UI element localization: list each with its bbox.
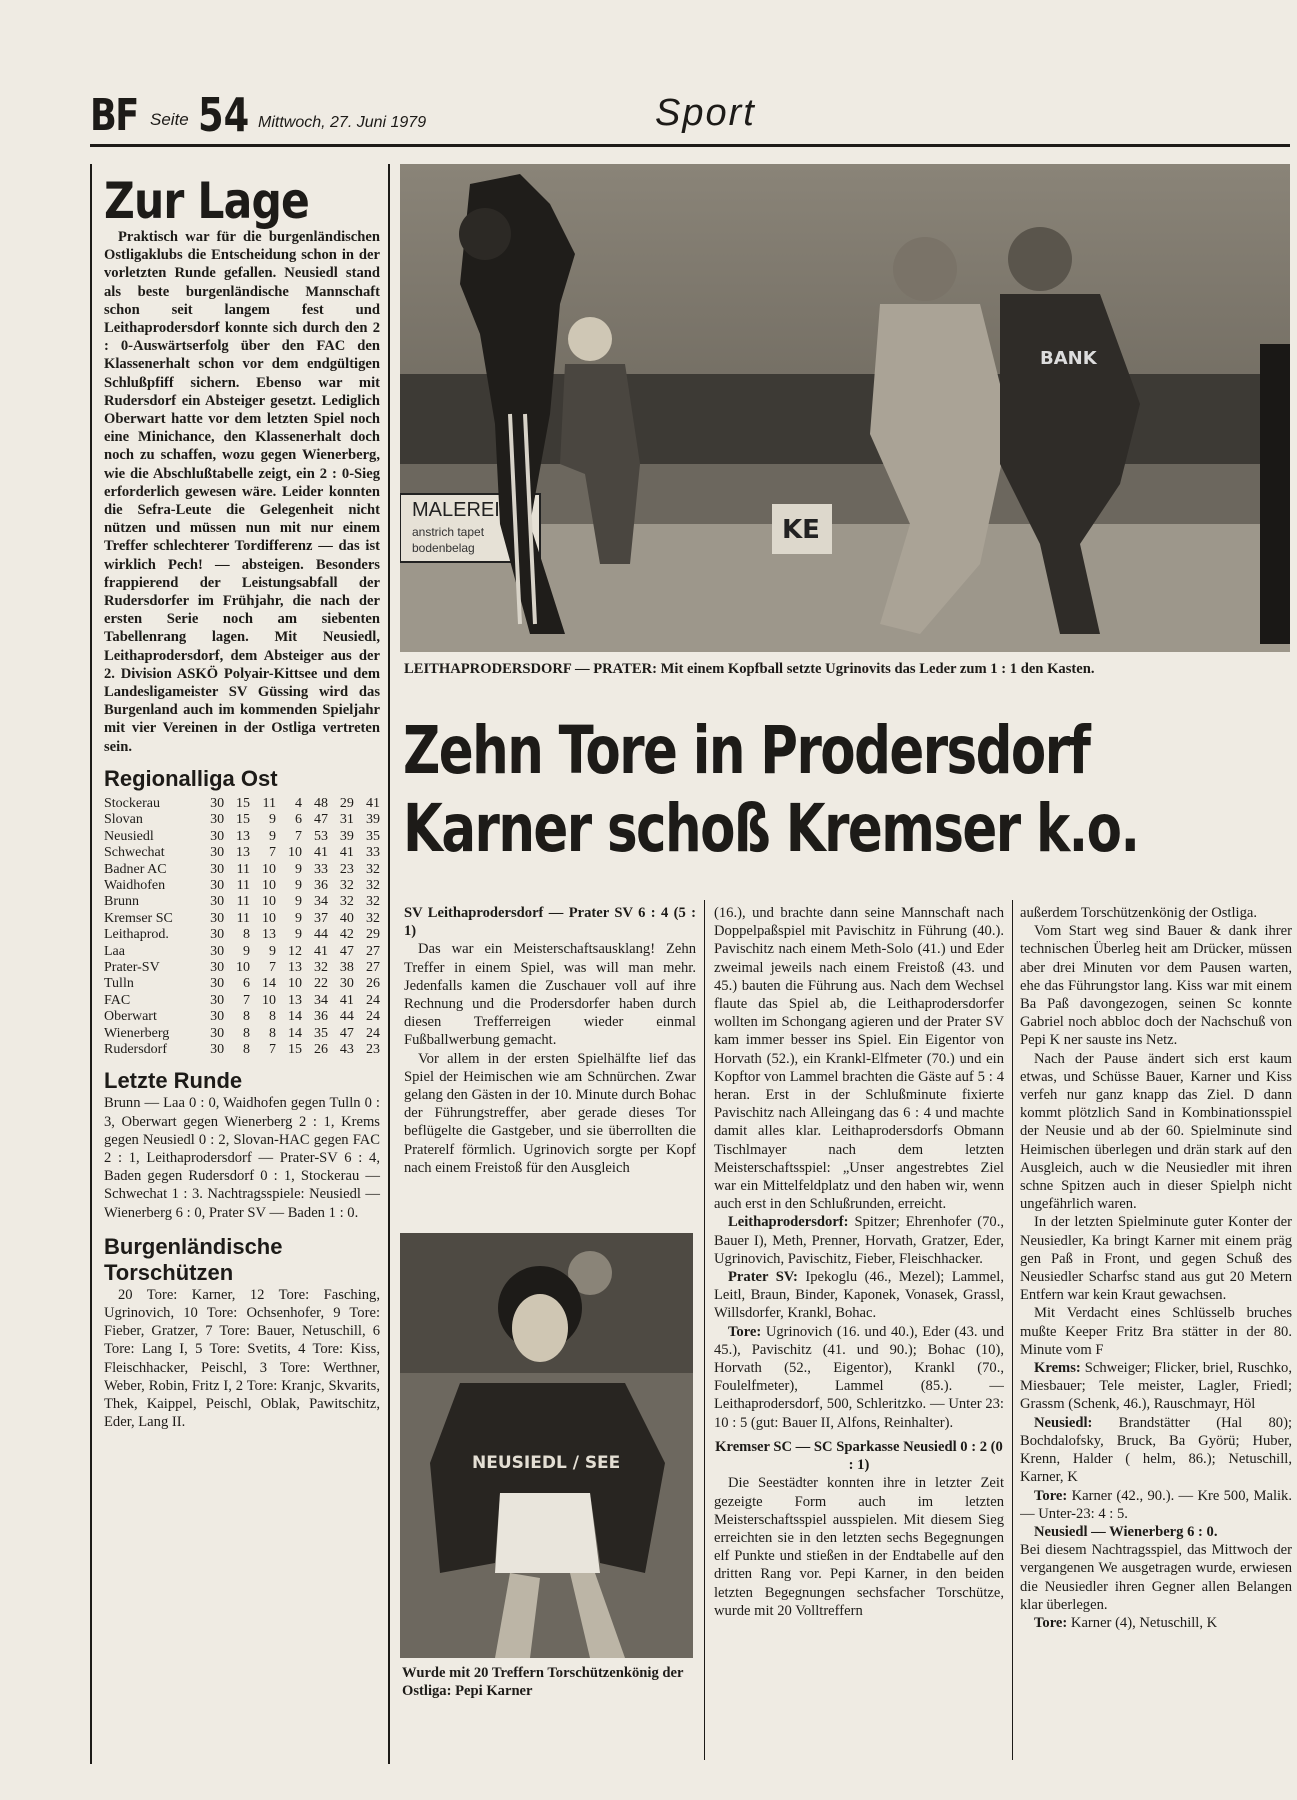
- table-cell: 29: [339, 795, 354, 811]
- table-cell: 42: [339, 927, 354, 943]
- table-cell: 11: [236, 877, 251, 893]
- table-row: [104, 993, 380, 1009]
- sign-subtext-1: anstrich tapet: [412, 525, 485, 539]
- table-row: [104, 894, 380, 910]
- table-cell: 40: [339, 910, 354, 926]
- team-name: Rudersdorf: [104, 1041, 167, 1057]
- table-cell: 29: [366, 927, 380, 943]
- table-cell: 27: [366, 959, 380, 975]
- table-cell: 24: [366, 1025, 380, 1041]
- table-cell: 15: [236, 795, 251, 811]
- table-cell: 30: [210, 1009, 225, 1025]
- table-row: [104, 1042, 380, 1058]
- section-title: Sport: [655, 92, 756, 134]
- article-paragraph: Die Seestädter konnten ihre in letzter Zeit gezeigte Form auch im letzten Meisterschaftsspiel ausspielen. Mit diesem Sieg erreichten sie in den letzten sechs Begegnungen elf Punkte und stießen in der Endtabelle auf den dritten Rang vor. Pepi Karner, in den beiden letzten Begegnungen sechsfacher Torschütze, wurde mit 20 Volltreffern: [714, 1475, 1004, 1619]
- table-cell: 39: [366, 812, 380, 828]
- last-round-title: Letzte Runde: [104, 1068, 243, 1094]
- table-cell: 43: [339, 1041, 354, 1057]
- table-cell: 30: [210, 894, 225, 910]
- table-cell: 8: [269, 1025, 277, 1041]
- team-name: Prater-SV: [104, 959, 160, 975]
- table-cell: 8: [243, 1025, 251, 1041]
- sign-subtext-2: bodenbelag: [412, 541, 475, 555]
- table-cell: 30: [210, 877, 225, 893]
- table-cell: 26: [366, 976, 380, 992]
- table-cell: 30: [210, 992, 225, 1008]
- table-cell: 11: [236, 894, 251, 910]
- table-cell: 44: [313, 927, 328, 943]
- team-name: FAC: [104, 992, 131, 1008]
- table-row: [104, 960, 380, 976]
- table-cell: 30: [210, 828, 225, 844]
- table-cell: 32: [366, 894, 380, 910]
- table-cell: 10: [287, 845, 302, 861]
- sidebar-text: Praktisch war für die burgenländischen Ostligaklubs die Entscheidung schon in der vorletzten Runde gefallen. Neusiedl stand als beste burgenländische Mannschaft schon seit langem fest und Leithaprodersdorf konnte sich durch den 2 : 0-Auswärtserfolg über den FAC den Klassenerhalt schon vor dem endgültigen Schlußpfiff sichern. Ebenso war mit Rudersdorf ein Absteiger gesetzt. Lediglich Oberwart hatte vor dem letzten Spiel noch eine Minichance, den Klassenerhalt doch noch zu schaffen, wozu gegen Wienerberg, wie die Abschlußtabelle zeigt, ein 2 : 0-Sieg erforderlich gewesen wäre. Leider konnten die Sefra-Leute die Gelegenheit nicht nützen und müssen nun mit nur einem Treffer schlechterer Tordifferenz — das ist wirklich Pech! — absteigen. Besonders frappierend der Leistungsabfall der Rudersdorfer im Frühjahr, die nach der ersten Serie noch am siebenten Tabellenrang lagen. Mit Neusiedl, Leithaprodersdorf, dem Absteiger aus der 2. Division ASKÖ Polyair-Kittsee und dem Landesligameister SV Güssing wird das Burgenland auch im kommenden Spieljahr mit vier Vereinen in der Ostliga vertreten sein.: [104, 229, 380, 755]
- table-cell: 10: [262, 910, 277, 926]
- table-cell: 30: [210, 910, 225, 926]
- table-cell: 38: [339, 959, 354, 975]
- table-cell: 10: [262, 861, 277, 877]
- table-cell: 9: [294, 877, 302, 893]
- lineup-label: Krems:: [1034, 1360, 1081, 1377]
- table-cell: 9: [269, 943, 277, 959]
- page-number: 54: [198, 88, 250, 142]
- team-name: Kremser SC: [104, 910, 173, 926]
- table-cell: 7: [243, 992, 251, 1008]
- table-cell: 10: [262, 894, 277, 910]
- lineup-leithaprodersdorf: Leithaprodersdorf: Spitzer; Ehrenhofer (70., Bauer I), Meth, Prenner, Horvath, Gratzer, Eder, Ugrinovich, Pavischitz, Fieber, Fleischhacker.: [714, 1214, 1004, 1267]
- table-row: [104, 944, 380, 960]
- table-cell: 9: [269, 828, 277, 844]
- table-cell: 15: [287, 1041, 302, 1057]
- table-cell: 6: [294, 812, 302, 828]
- table-row: [104, 862, 380, 878]
- table-cell: 23: [366, 1041, 380, 1057]
- sidebar-title: Zur Lage: [104, 172, 310, 230]
- article-column-3: [1020, 904, 1292, 1774]
- table-cell: 7: [269, 845, 277, 861]
- article-paragraph: Vom Start weg sind Bauer & dank ihrer technischen Überleg heit am Drücker, müssen aber drei Minuten vor dem Pausen warten, ehe das Führungstor lang. Kiss war mit einem Ba Paß davongezogen, seinen Sc konnte Gabriel noch abbloc doch der Nachschuß von Pepi K ner sauste ins Netz.: [1020, 923, 1292, 1049]
- sign-text: MALEREI: [412, 499, 500, 521]
- lineup-label: Leithaprodersdorf:: [728, 1214, 849, 1231]
- photo-caption-text: Mit einem Kopfball setzte Ugrinovits das Leder zum 1 : 1 den Kasten.: [660, 661, 1095, 677]
- table-cell: 30: [210, 812, 225, 828]
- table-row: [104, 812, 380, 828]
- lineup-label: Tore:: [1034, 1614, 1068, 1631]
- table-cell: 13: [236, 845, 251, 861]
- player-photo-image: [400, 1233, 693, 1658]
- player-photo: [400, 1233, 693, 1658]
- board-text: KE: [782, 515, 820, 545]
- table-cell: 9: [269, 812, 277, 828]
- table-cell: 30: [210, 976, 225, 992]
- table-cell: 27: [366, 943, 380, 959]
- table-cell: 32: [313, 959, 328, 975]
- table-cell: 32: [366, 910, 380, 926]
- scorers-title-2: Torschützen: [104, 1259, 234, 1285]
- table-cell: 32: [366, 877, 380, 893]
- article-paragraph: Bei diesem Nachtragsspiel, das Mittwoch der vergangenen We ausgetragen wurde, erwiesen die Neusiedler ihren Gegner allen Belangen klar überlegen.: [1020, 1542, 1292, 1613]
- table-cell: 37: [313, 910, 328, 926]
- lineup-label: Prater SV:: [728, 1269, 798, 1286]
- table-cell: 30: [210, 845, 225, 861]
- headline: [403, 712, 1139, 868]
- table-cell: 11: [262, 795, 277, 811]
- lineup-label: Tore:: [728, 1323, 762, 1340]
- table-cell: 8: [243, 927, 251, 943]
- article-paragraph: Das war ein Meisterschaftsausklang! Zehn Treffer in einem Spiel, was will man mehr. Jedenfalls kamen die Zuschauer voll auf ihre Rechnung und die Prodersdorfer haben durch diesen Trefferreigen wieder einmal Fußballwerbung gemacht.: [404, 941, 696, 1049]
- table-cell: 35: [366, 828, 380, 844]
- team-name: Oberwart: [104, 1009, 157, 1025]
- table-cell: 4: [294, 795, 302, 811]
- table-cell: 47: [313, 812, 328, 828]
- lineup-neusiedl: Neusiedl: Brandstätter (Hal 80); Bochdalofsky, Bruck, Ba Györü; Huber, Krenn, Halder ( helm, 86.); Netuschill, Karner, K: [1020, 1414, 1292, 1486]
- table-cell: 36: [313, 877, 328, 893]
- table-cell: 13: [262, 927, 277, 943]
- table-cell: 53: [313, 828, 328, 844]
- table-cell: 10: [262, 992, 277, 1008]
- article-column-1: [404, 904, 696, 1229]
- table-row: [104, 1009, 380, 1025]
- table-cell: 7: [269, 959, 277, 975]
- table-cell: 30: [210, 795, 225, 811]
- match-photo-image: [400, 164, 1290, 652]
- table-cell: 22: [313, 976, 328, 992]
- scorers-title-1: Burgenländische: [104, 1233, 283, 1259]
- table-row: [104, 829, 380, 845]
- shirt-text: BANK: [1040, 348, 1097, 369]
- table-cell: 11: [236, 861, 251, 877]
- table-cell: 34: [313, 992, 328, 1008]
- masthead-rule: [90, 144, 1290, 147]
- table-row: [104, 878, 380, 894]
- table-cell: 34: [313, 894, 328, 910]
- table-row: [104, 845, 380, 861]
- article-column-2: [714, 904, 1004, 1774]
- table-cell: 48: [313, 795, 328, 811]
- team-name: Brunn: [104, 894, 139, 910]
- table-row: [104, 976, 380, 992]
- sidebar-box: [90, 164, 390, 1764]
- table-cell: 36: [313, 1009, 328, 1025]
- team-name: Stockerau: [104, 795, 160, 811]
- table-cell: 13: [287, 959, 302, 975]
- table-cell: 41: [313, 845, 328, 861]
- match-photo: [400, 164, 1290, 652]
- goals-list: Tore: Ugrinovich (16. und 40.), Eder (43. und 45.), Pavischitz (41. und 90.); Bohac (10), Horvath (52., Eigentor), Krankl (70., Foulelfmeter), Lammel (85.). — Leithaprodersdorf, 500, Schleritzko. — Unter 23: 10 : 5 (gut: Bauer II, Alfons, Reinhalter).: [714, 1323, 1004, 1431]
- table-cell: 15: [236, 812, 251, 828]
- table-cell: 33: [313, 861, 328, 877]
- article-paragraph: (16.), und brachte dann seine Mannschaft nach Doppelpaßspiel mit Pavischitz in Führung (40.). Pavischitz nach einem Meth-Solo (41.) und Eder zweimal jeweils nach einem Freistoß (43. und 45.) bauten die Führung aus. Nach dem Wechsel flaute das Spiel ab, die Leithaprodersdorfer wollten im Schongang agieren und der Prater SV kam immer besser ins Spiel. Ein Eigentor von Horvath (52.), ein Krankl-Elfmeter (70.) und ein Kopftor von Lammel brachten die Gäste auf 5 : 4 heran. Erst in der Schlußminute fixierte Pavischitz nach Alleingang das 6 : 4 und machte damit alles klar. Leithaprodersdorfs Obmann Tischlmayer nach dem letzten Meisterschaftsspiel: „Unser angestrebtes Ziel war ein Mittelfeldplatz und den haben wir, wenn auch erst in den Schlußrunden, erreicht.: [714, 905, 1004, 1213]
- table-cell: 30: [210, 943, 225, 959]
- table-cell: 47: [339, 943, 354, 959]
- team-name: Schwechat: [104, 845, 165, 861]
- table-cell: 11: [236, 910, 251, 926]
- page-label: Seite: [150, 110, 189, 129]
- table-cell: 10: [287, 976, 302, 992]
- team-name: Badner AC: [104, 861, 167, 877]
- table-cell: 8: [269, 1009, 277, 1025]
- lineup-krems: Krems: Schweiger; Flicker, briel, Ruschko, Miesbauer; Tele meister, Lagler, Friedl; Grassm (Schenk, 46.), Rauschmayr, Höl: [1020, 1360, 1292, 1413]
- table-cell: 14: [287, 1025, 302, 1041]
- table-cell: 44: [339, 1009, 354, 1025]
- article-paragraph: Mit Verdacht eines Schlüsselb bruches mußte Keeper Fritz Bra stätter in der 80. Minute vom F: [1020, 1305, 1292, 1358]
- table-cell: 30: [210, 1025, 225, 1041]
- table-cell: 24: [366, 992, 380, 1008]
- table-cell: 47: [339, 1025, 354, 1041]
- lineup-label: Neusiedl:: [1034, 1414, 1093, 1431]
- table-cell: 32: [339, 894, 354, 910]
- table-cell: 30: [210, 861, 225, 877]
- column-rule: [704, 900, 705, 1760]
- team-name: Slovan: [104, 812, 143, 828]
- table-cell: 9: [243, 943, 251, 959]
- table-cell: 8: [243, 1041, 251, 1057]
- article-paragraph: Nach der Pause ändert sich erst kaum etwas, und Schüsse Bauer, Karner und Kiss verfeh nur ganz knapp das Ziel. D dann kommt plötzlich Sand in Kombinationsspiel der Neusie und ab der 60. Spielminute sind Heimischen überlegen und drän stark auf den Ausgleich, auch w die Neusiedler mit ihren schne Spitzen auch in dieser Spielph nicht ungefährlich waren.: [1020, 1050, 1292, 1213]
- table-cell: 30: [210, 959, 225, 975]
- table-cell: 32: [339, 877, 354, 893]
- team-name: Neusiedl: [104, 828, 154, 844]
- table-cell: 9: [294, 910, 302, 926]
- table-cell: 39: [339, 828, 354, 844]
- table-cell: 9: [294, 861, 302, 877]
- match-header-1: SV Leithaprodersdorf — Prater SV 6 : 4 (5 : 1): [404, 905, 696, 940]
- table-cell: 7: [294, 828, 302, 844]
- lineup-label: Tore:: [1034, 1487, 1068, 1504]
- issue-date: Mittwoch, 27. Juni 1979: [258, 114, 427, 131]
- table-cell: 41: [366, 795, 380, 811]
- team-name: Wienerberg: [104, 1025, 170, 1041]
- table-cell: 32: [366, 861, 380, 877]
- headline-line-2: Karner schoß Kremser k.o.: [403, 790, 1139, 867]
- table-cell: 33: [366, 845, 380, 861]
- table-cell: 9: [294, 894, 302, 910]
- headline-line-1: Zehn Tore in Prodersdorf: [403, 712, 1090, 789]
- photo-caption-lead: LEITHAPRODERSDORF — PRATER:: [404, 661, 657, 677]
- table-cell: 35: [313, 1025, 328, 1041]
- table-cell: 30: [339, 976, 354, 992]
- table-cell: 30: [210, 1041, 225, 1057]
- shirt-text: NEUSIEDL / SEE: [472, 1453, 621, 1473]
- table-cell: 41: [339, 845, 354, 861]
- table-cell: 14: [262, 976, 277, 992]
- goals-list: Tore: Karner (4), Netuschill, K: [1034, 1614, 1218, 1631]
- last-round-text: Brunn — Laa 0 : 0, Waidhofen gegen Tulln 0 : 3, Oberwart gegen Wienerberg 2 : 1, Krems gegen Neusiedl 0 : 2, Slovan-HAC gegen FAC 2 : 1, Leithaprodersdorf — Prater-SV 6 : 4, Baden gegen Rudersdorf 0 : 1, Stockerau — Schwechat 1 : 3. Nachtragsspiele: Neusiedl — Wienerberg 6 : 0, Prater SV — Baden 1 : 0.: [104, 1095, 380, 1221]
- team-name: Leithaprod.: [104, 927, 169, 943]
- photo-caption-top: [404, 660, 1284, 678]
- table-title: Regionalliga Ost: [104, 765, 278, 791]
- table-cell: 31: [339, 812, 354, 828]
- team-name: Waidhofen: [104, 877, 166, 893]
- table-cell: 13: [287, 992, 302, 1008]
- team-name: Tulln: [104, 976, 134, 992]
- table-cell: 8: [243, 1009, 251, 1025]
- table-cell: 10: [236, 959, 251, 975]
- table-cell: 30: [210, 927, 225, 943]
- table-cell: 13: [236, 828, 251, 844]
- table-cell: 23: [339, 861, 354, 877]
- table-cell: 7: [269, 1041, 277, 1057]
- team-name: Laa: [104, 943, 125, 959]
- table-cell: 9: [294, 927, 302, 943]
- table-cell: 24: [366, 1009, 380, 1025]
- match-header-3: Neusiedl — Wienerberg 6 : 0.: [1034, 1523, 1218, 1540]
- lineup-prater: Prater SV: Ipekoglu (46., Mezel); Lammel, Leitl, Braun, Binder, Kaponek, Vonasek, Grassl, Willsdorfer, Krankl, Bohac.: [714, 1269, 1004, 1322]
- photo-caption-bottom: Wurde mit 20 Treffern Torschützenkönig der Ostliga: Pepi Karner: [402, 1665, 684, 1699]
- table-row: [104, 911, 380, 927]
- standings-table: [104, 796, 380, 1059]
- table-cell: 41: [339, 992, 354, 1008]
- table-cell: 26: [313, 1041, 328, 1057]
- masthead: [90, 88, 1280, 144]
- column-rule: [1012, 900, 1013, 1760]
- table-row: [104, 796, 380, 812]
- match-header-2: Kremser SC — SC Sparkasse Neusiedl 0 : 2 (0 : 1): [715, 1438, 1003, 1474]
- table-cell: 14: [287, 1009, 302, 1025]
- newspaper-logo: BF: [90, 90, 138, 141]
- article-paragraph: In der letzten Spielminute guter Konter der Neusiedler, Ka bringt Karner mit einem präg gen Paß in Front, und gegen Schuß des Neusiedler Scharfsc stand aus gut 20 Metern Entfern war kein Kraut gewachsen.: [1020, 1214, 1292, 1304]
- table-cell: 10: [262, 877, 277, 893]
- article-paragraph: außerdem Torschützenkönig der Ostliga.: [1020, 905, 1258, 921]
- table-cell: 6: [243, 976, 251, 992]
- article-paragraph: Vor allem in der ersten Spielhälfte lief das Spiel der Heimischen wie am Schnürchen. Zwar gelang den Gästen in der 10. Minute durch Bohac der Führungstreffer, aber gerade dieses Tor beflügelte die Gastgeber, und sie überrollten die Praterelf förmlich. Ugrinovich sorgte per Kopf nach einem Freistoß für den Ausgleich: [404, 1050, 696, 1176]
- table-cell: 12: [287, 943, 302, 959]
- table-row: [104, 927, 380, 943]
- table-cell: 41: [313, 943, 328, 959]
- goals-list: Tore: Karner (42., 90.). — Kre 500, Malik. — Unter-23: 4 : 5.: [1020, 1487, 1292, 1522]
- table-row: [104, 1026, 380, 1042]
- scorers-text: 20 Tore: Karner, 12 Tore: Fasching, Ugrinovich, 10 Tore: Ochsenhofer, 9 Tore: Fieber, Gratzer, 7 Tore: Bauer, Netuschill, 6 Tore: Lang I, 5 Tore: Svetits, 4 Tore: Kiss, Fleischhacker, Peischl, 3 Tore: Werthner, Weber, Robin, Fritz I, 2 Tore: Kranjc, Skvarits, Thek, Kaippel, Peischl, Oblak, Pawitschitz, Eder, Lang II.: [104, 1286, 380, 1431]
